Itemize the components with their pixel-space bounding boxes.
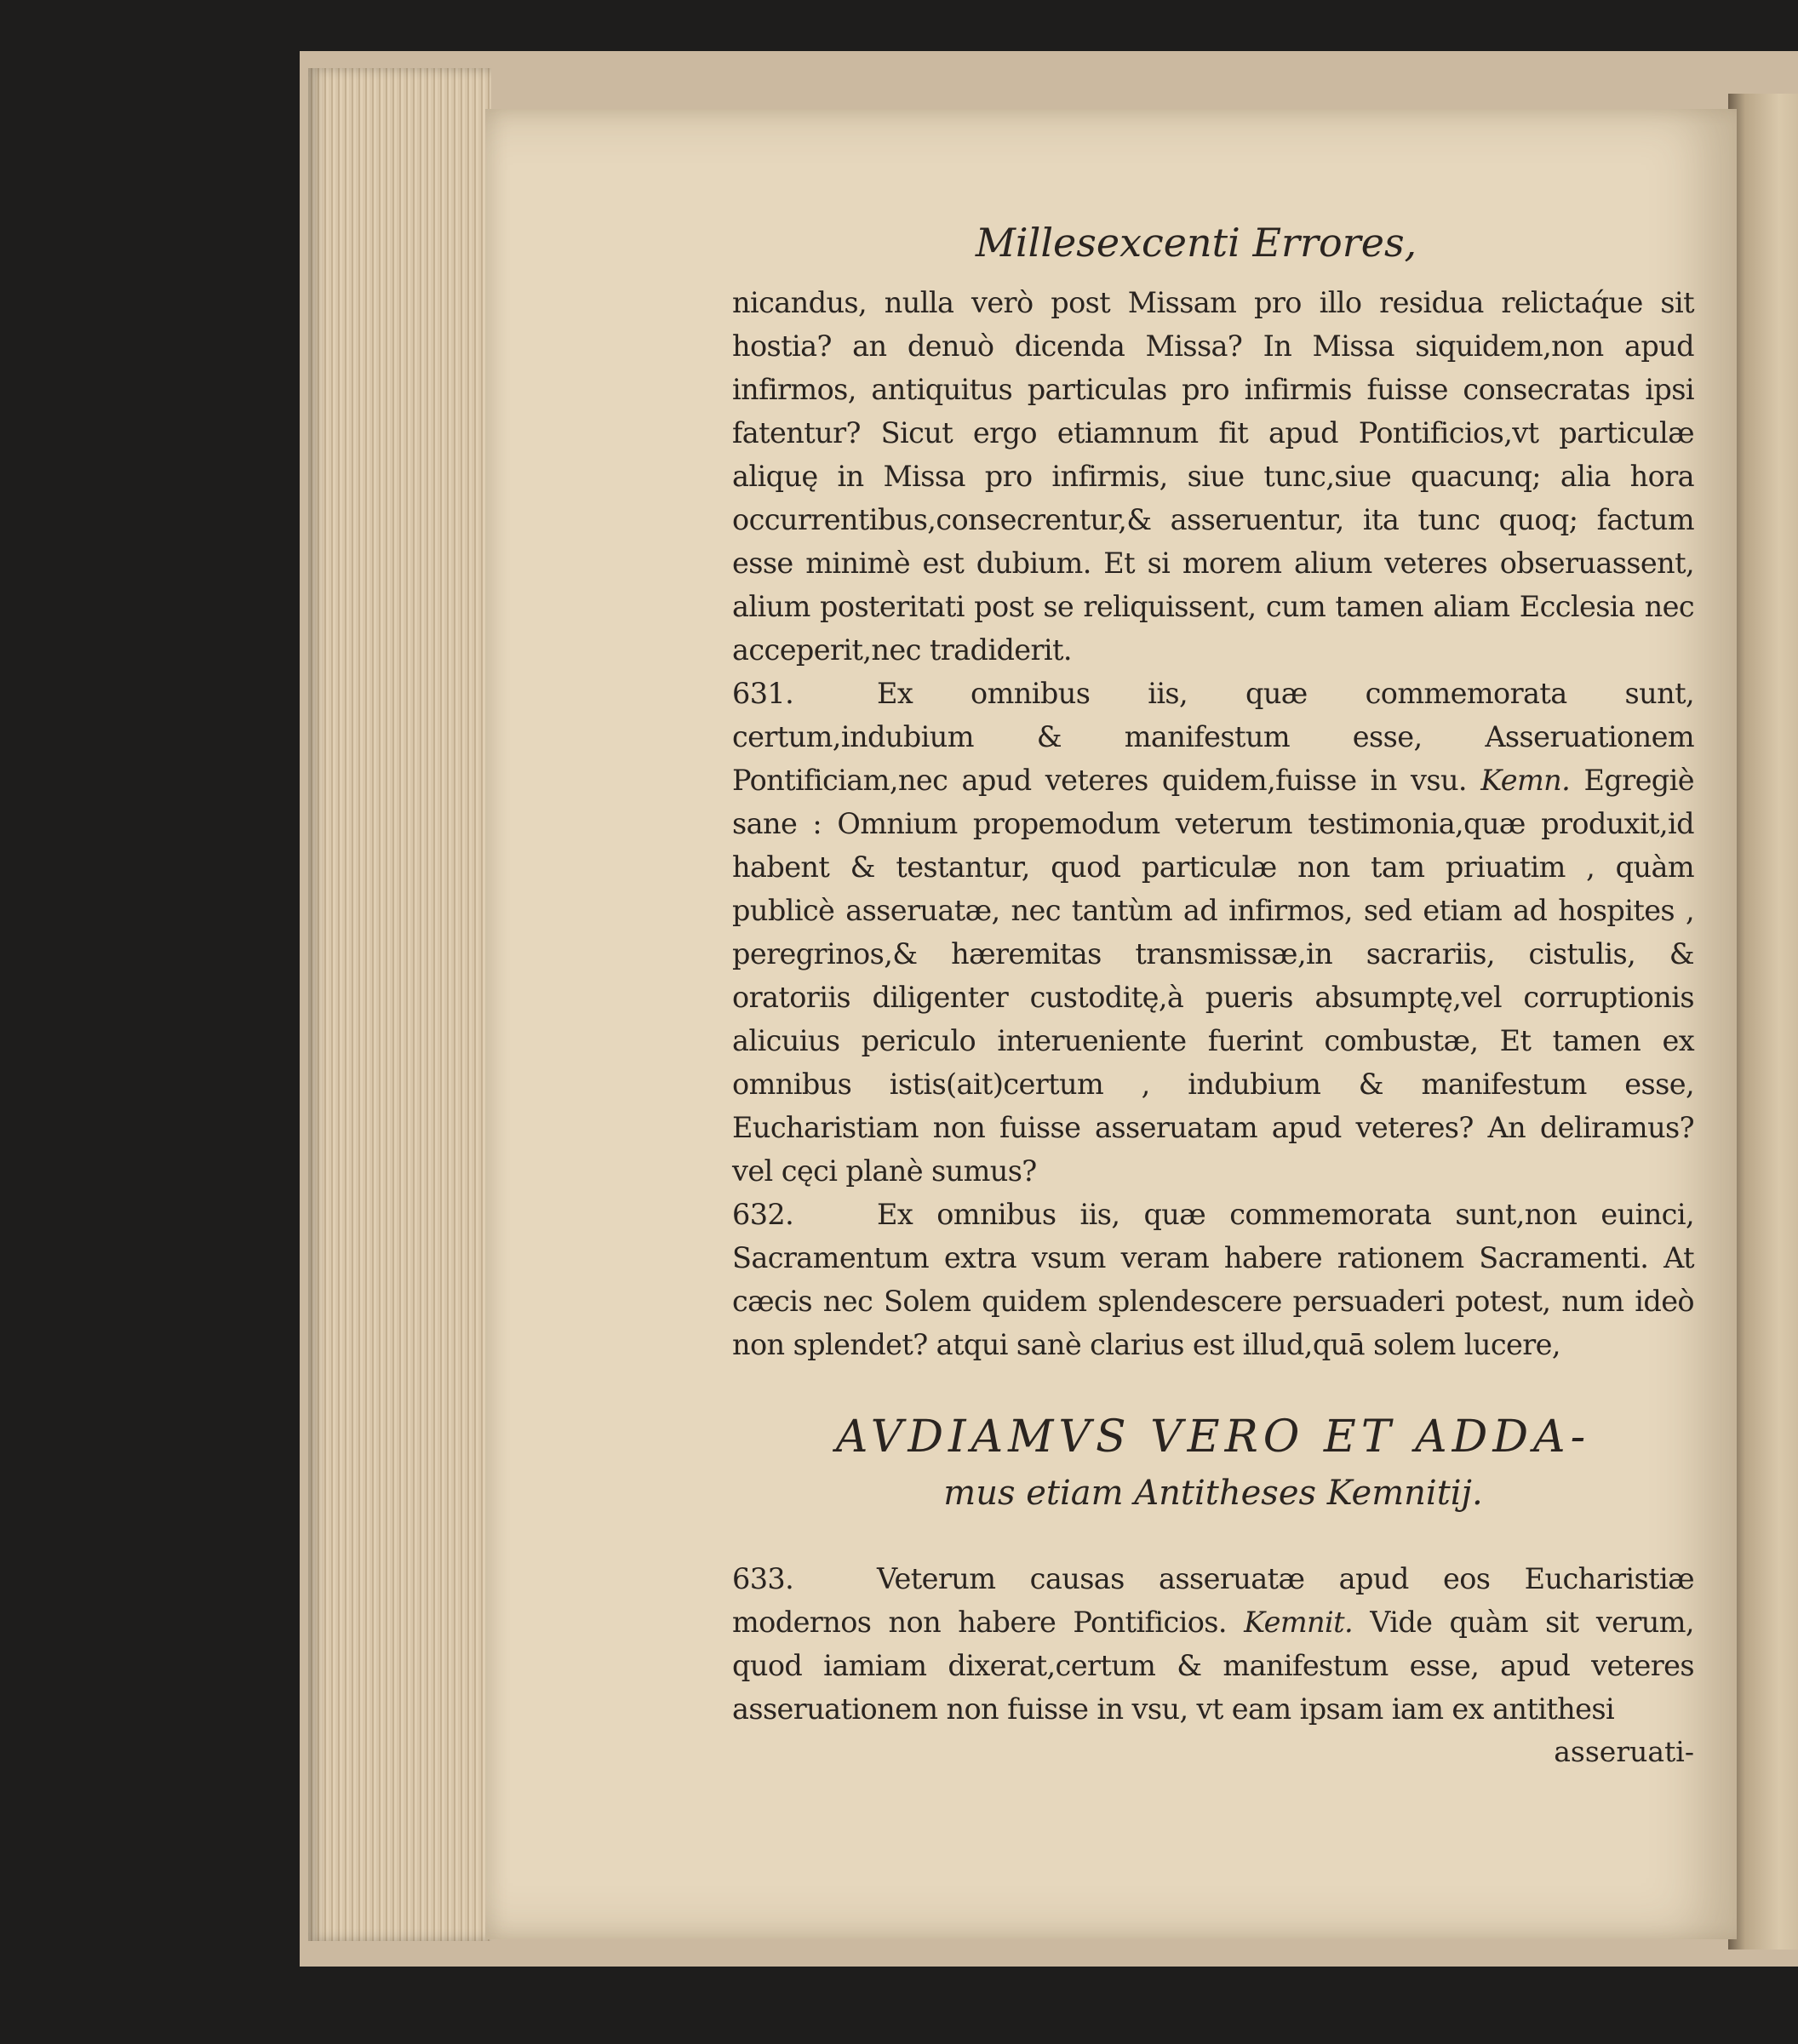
paragraph-632: [732, 1193, 1694, 1366]
paragraph-text: Vide quàm sit verum, quod iamiam dixerat,certum & manifestum esse, apud veteres asseruationem non fuisse in vsu, vt eam ipsam iam ex antithesi: [732, 1606, 1694, 1726]
paragraph-633: [732, 1557, 1694, 1731]
paragraph-text: Veterum causas asseruatæ apud eos Eucharistiæ modernos non habere Pontificios.: [732, 1562, 1694, 1639]
author-citation: Kemn.: [1480, 764, 1571, 797]
section-subtitle: mus etiam Antitheses Kemnitij.: [943, 1474, 1483, 1513]
body-text: [732, 281, 1694, 1366]
body-text-2: [732, 1557, 1694, 1731]
paragraph-number: 633.: [732, 1562, 794, 1595]
running-head: Millesexcenti Errores,: [975, 220, 1417, 266]
paragraph-number: 631.: [732, 677, 794, 710]
paragraph-text: Ex omnibus iis, quæ commemorata sunt, certum,indubium & manifestum esse, Asseruationem Pontificiam,nec apud veteres quidem,fuisse in vsu.: [732, 677, 1694, 797]
catchword: asseruati-: [1554, 1735, 1694, 1768]
author-citation: Kemnit.: [1244, 1606, 1354, 1639]
paragraph-text: Ex omnibus iis, quæ commemorata sunt,non euinci, Sacramentum extra vsum veram habere rationem Sacramenti. At cæcis nec Solem quidem splendescere persuaderi potest, num ideò non splendet? atqui sanè clarius est illud,quā solem lucere,: [732, 1198, 1694, 1361]
paragraph-631: [732, 672, 1694, 1193]
page-edges: [308, 68, 491, 1941]
paragraph-text: Egregiè sane : Omnium propemodum veterum testimonia,quæ produxit,id habent & testantur, quod particulæ non tam priuatim , quàm publicè asseruatæ, nec tantùm ad infirmos, sed etiam ad hospites , peregrinos,& hæremitas transmissæ,in sacrariis, cistulis, & oratoriis diligenter custoditę,à pueris absumptę,vel corruptionis alicuius periculo interueniente fuerint combustæ, Et tamen ex omnibus istis(ait)certum , indubium & manifestum esse, Eucharistiam non fuisse asseruatam apud veteres? An deliramus? vel cęci planè sumus?: [732, 764, 1694, 1188]
facing-page-gutter: [1728, 94, 1798, 1950]
paragraph-630-continued: nicandus, nulla verò post Missam pro illo residua relictaq́ue sit hostia? an denuò dicenda Missa? In Missa siquidem,non apud infirmos, antiquitus particulas pro infirmis fuisse consecratas ipsi fatentur? Sicut ergo etiamnum fit apud Pontificios,vt particulæ aliquę in Missa pro infirmis, siue tunc,siue quacunq; alia hora occurrentibus,consecrentur,& asseruentur, ita tunc quoq; factum esse minimè est dubium. Et si morem alium veteres obseruassent, alium posteritati post se reliquissent, cum tamen aliam Ecclesia nec acceperit,nec tradiderit.: [732, 286, 1694, 667]
page-text: [732, 213, 1694, 1773]
section-title: AVDIAMVS VERO ET ADDA-: [835, 1411, 1591, 1463]
paragraph-number: 632.: [732, 1198, 794, 1231]
